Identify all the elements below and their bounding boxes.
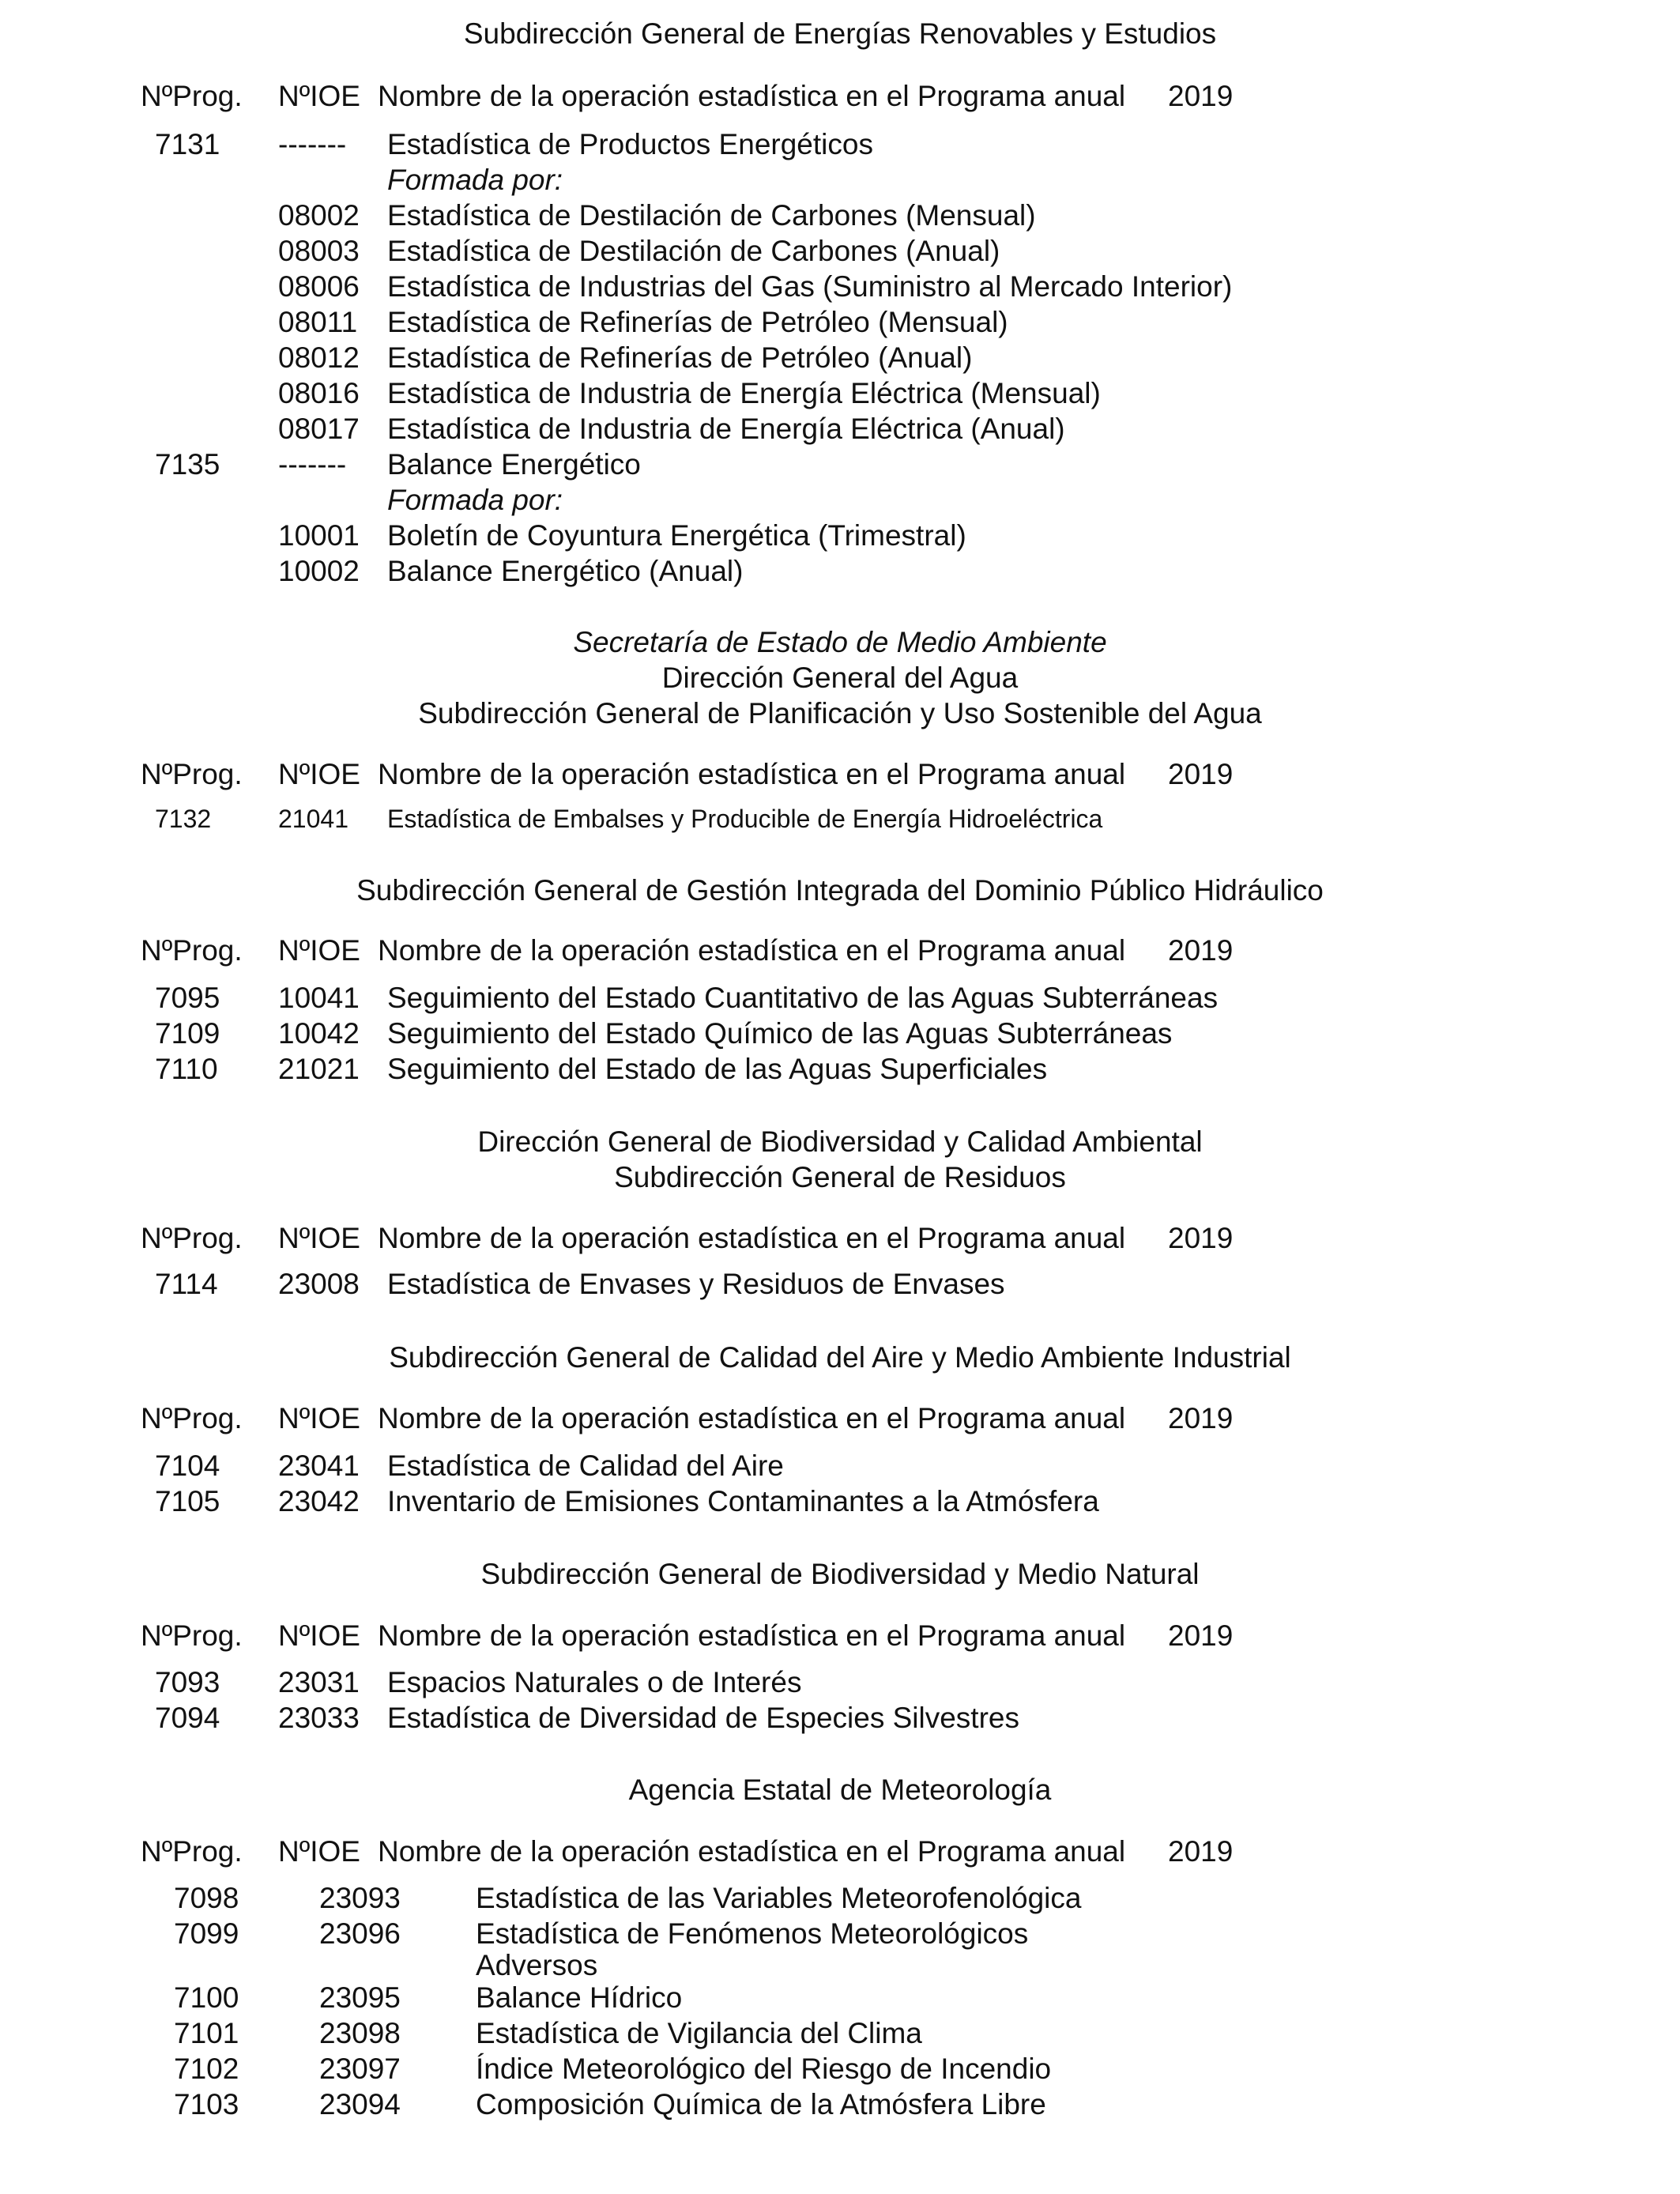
ioe-number: 23031	[278, 1666, 360, 1698]
header-prog: NºProg.	[141, 1222, 243, 1254]
secretaria-title: Secretaría de Estado de Medio Ambiente	[573, 626, 1107, 658]
ioe-number: 23097	[319, 2053, 401, 2085]
header-ioe: NºIOE	[278, 80, 360, 112]
header-year: 2019	[1168, 1222, 1234, 1254]
operation-name: Estadística de Productos Energéticos	[387, 128, 873, 160]
ioe-number: 23041	[278, 1449, 360, 1482]
header-prog: NºProg.	[141, 758, 243, 790]
header-prog: NºProg.	[141, 1835, 243, 1868]
operation-name: Balance Energético (Anual)	[387, 555, 744, 587]
ioe-number: 08017	[278, 413, 360, 445]
ioe-number: 10001	[278, 519, 360, 552]
prog-number: 7093	[155, 1666, 220, 1698]
operation-name: Seguimiento del Estado Químico de las Aguas Subterráneas	[387, 1017, 1173, 1050]
operation-name-continuation: Adversos	[476, 1949, 598, 1981]
header-name: Nombre de la operación estadística en el Programa anual	[378, 1619, 1126, 1652]
header-year: 2019	[1168, 1402, 1234, 1434]
ioe-number: 10041	[278, 982, 360, 1014]
header-year: 2019	[1168, 80, 1234, 112]
prog-number: 7110	[155, 1053, 218, 1085]
section-title-biodiversidad: Subdirección General de Biodiversidad y Medio Natural	[480, 1558, 1200, 1590]
operation-name: Boletín de Coyuntura Energética (Trimestral)	[387, 519, 966, 552]
ioe-number: 10042	[278, 1017, 360, 1050]
ioe-number: 23033	[278, 1702, 360, 1734]
operation-name: Seguimiento del Estado de las Aguas Superficiales	[387, 1053, 1048, 1085]
section-title-energias: Subdirección General de Energías Renovables y Estudios	[463, 17, 1217, 50]
prog-number: 7132	[155, 805, 212, 833]
operation-name: Estadística de Destilación de Carbones (Anual)	[387, 235, 1000, 267]
prog-number: 7099	[174, 1917, 239, 1950]
ioe-number: 08002	[278, 199, 360, 232]
prog-number: 7114	[155, 1268, 218, 1300]
operation-name: Seguimiento del Estado Cuantitativo de las Aguas Subterráneas	[387, 982, 1219, 1014]
ioe-number: 08003	[278, 235, 360, 267]
operation-name: Estadística de Industria de Energía Eléctrica (Mensual)	[387, 377, 1101, 409]
operation-name: Estadística de Destilación de Carbones (Mensual)	[387, 199, 1036, 232]
section-title-aire: Subdirección General de Calidad del Aire y Medio Ambiente Industrial	[389, 1341, 1291, 1374]
header-ioe: NºIOE	[278, 758, 360, 790]
operation-name: Balance Hídrico	[476, 1981, 683, 2014]
header-ioe: NºIOE	[278, 1619, 360, 1652]
operation-name: Espacios Naturales o de Interés	[387, 1666, 802, 1698]
header-prog: NºProg.	[141, 80, 243, 112]
ioe-number: -------	[278, 448, 347, 481]
ioe-number: 21041	[278, 805, 348, 833]
ioe-number: 08011	[278, 306, 358, 338]
operation-name: Inventario de Emisiones Contaminantes a la Atmósfera	[387, 1485, 1099, 1517]
ioe-number: 23094	[319, 2088, 401, 2120]
header-year: 2019	[1168, 1619, 1234, 1652]
ioe-number: 08016	[278, 377, 360, 409]
ioe-number: 23008	[278, 1268, 360, 1300]
operation-name: Composición Química de la Atmósfera Libre	[476, 2088, 1046, 2120]
header-name: Nombre de la operación estadística en el Programa anual	[378, 1402, 1126, 1434]
header-name: Nombre de la operación estadística en el Programa anual	[378, 934, 1126, 967]
ioe-number: 23042	[278, 1485, 360, 1517]
header-ioe: NºIOE	[278, 1222, 360, 1254]
direccion-title-agua: Dirección General del Agua	[661, 662, 1019, 694]
section-title-residuos: Subdirección General de Residuos	[614, 1161, 1066, 1193]
operation-name: Estadística de Calidad del Aire	[387, 1449, 784, 1482]
operation-name: Estadística de Refinerías de Petróleo (Anual)	[387, 341, 973, 374]
ioe-number: 23093	[319, 1882, 401, 1914]
header-name: Nombre de la operación estadística en el Programa anual	[378, 80, 1126, 112]
formada-por-label: Formada por:	[387, 164, 563, 196]
prog-number: 7102	[174, 2053, 239, 2085]
header-prog: NºProg.	[141, 1619, 243, 1652]
header-year: 2019	[1168, 934, 1234, 967]
ioe-number: 23096	[319, 1917, 401, 1950]
section-title-agua: Subdirección General de Planificación y Uso Sostenible del Agua	[418, 697, 1262, 729]
prog-number: 7094	[155, 1702, 220, 1734]
prog-number: 7135	[155, 448, 220, 481]
header-prog: NºProg.	[141, 934, 243, 967]
prog-number: 7095	[155, 982, 220, 1014]
prog-number: 7098	[174, 1882, 239, 1914]
ioe-number: 08012	[278, 341, 360, 374]
header-year: 2019	[1168, 758, 1234, 790]
prog-number: 7105	[155, 1485, 220, 1517]
ioe-number: 10002	[278, 555, 360, 587]
operation-name: Estadística de las Variables Meteorofenológica	[476, 1882, 1082, 1914]
header-name: Nombre de la operación estadística en el Programa anual	[378, 1222, 1126, 1254]
prog-number: 7109	[155, 1017, 220, 1050]
operation-name: Estadística de Embalses y Producible de Energía Hidroeléctrica	[387, 805, 1103, 833]
header-name: Nombre de la operación estadística en el Programa anual	[378, 1835, 1126, 1868]
operation-name: Estadística de Envases y Residuos de Envases	[387, 1268, 1005, 1300]
prog-number: 7100	[174, 1981, 239, 2014]
operation-name: Balance Energético	[387, 448, 641, 481]
ioe-number: 08006	[278, 270, 360, 303]
header-ioe: NºIOE	[278, 1402, 360, 1434]
section-title-meteorologia: Agencia Estatal de Meteorología	[628, 1774, 1052, 1806]
operation-name: Estadística de Vigilancia del Clima	[476, 2017, 922, 2049]
ioe-number: 23095	[319, 1981, 401, 2014]
direccion-title-biodiversidad: Dirección General de Biodiversidad y Calidad Ambiental	[477, 1125, 1203, 1158]
prog-number: 7103	[174, 2088, 239, 2120]
operation-name: Estadística de Diversidad de Especies Silvestres	[387, 1702, 1019, 1734]
ioe-number: 21021	[278, 1053, 360, 1085]
prog-number: 7131	[155, 128, 220, 160]
prog-number: 7104	[155, 1449, 220, 1482]
operation-name: Estadística de Fenómenos Meteorológicos	[476, 1917, 1029, 1950]
operation-name: Estadística de Industria de Energía Eléctrica (Anual)	[387, 413, 1065, 445]
ioe-number: 23098	[319, 2017, 401, 2049]
header-name: Nombre de la operación estadística en el Programa anual	[378, 758, 1126, 790]
operation-name: Estadística de Industrias del Gas (Suministro al Mercado Interior)	[387, 270, 1233, 303]
ioe-number: -------	[278, 128, 347, 160]
header-ioe: NºIOE	[278, 934, 360, 967]
operation-name: Estadística de Refinerías de Petróleo (Mensual)	[387, 306, 1008, 338]
prog-number: 7101	[174, 2017, 239, 2049]
formada-por-label: Formada por:	[387, 484, 563, 516]
operation-name: Índice Meteorológico del Riesgo de Incendio	[476, 2053, 1052, 2085]
header-ioe: NºIOE	[278, 1835, 360, 1868]
header-prog: NºProg.	[141, 1402, 243, 1434]
header-year: 2019	[1168, 1835, 1234, 1868]
section-title-dominio: Subdirección General de Gestión Integrada del Dominio Público Hidráulico	[356, 874, 1324, 907]
